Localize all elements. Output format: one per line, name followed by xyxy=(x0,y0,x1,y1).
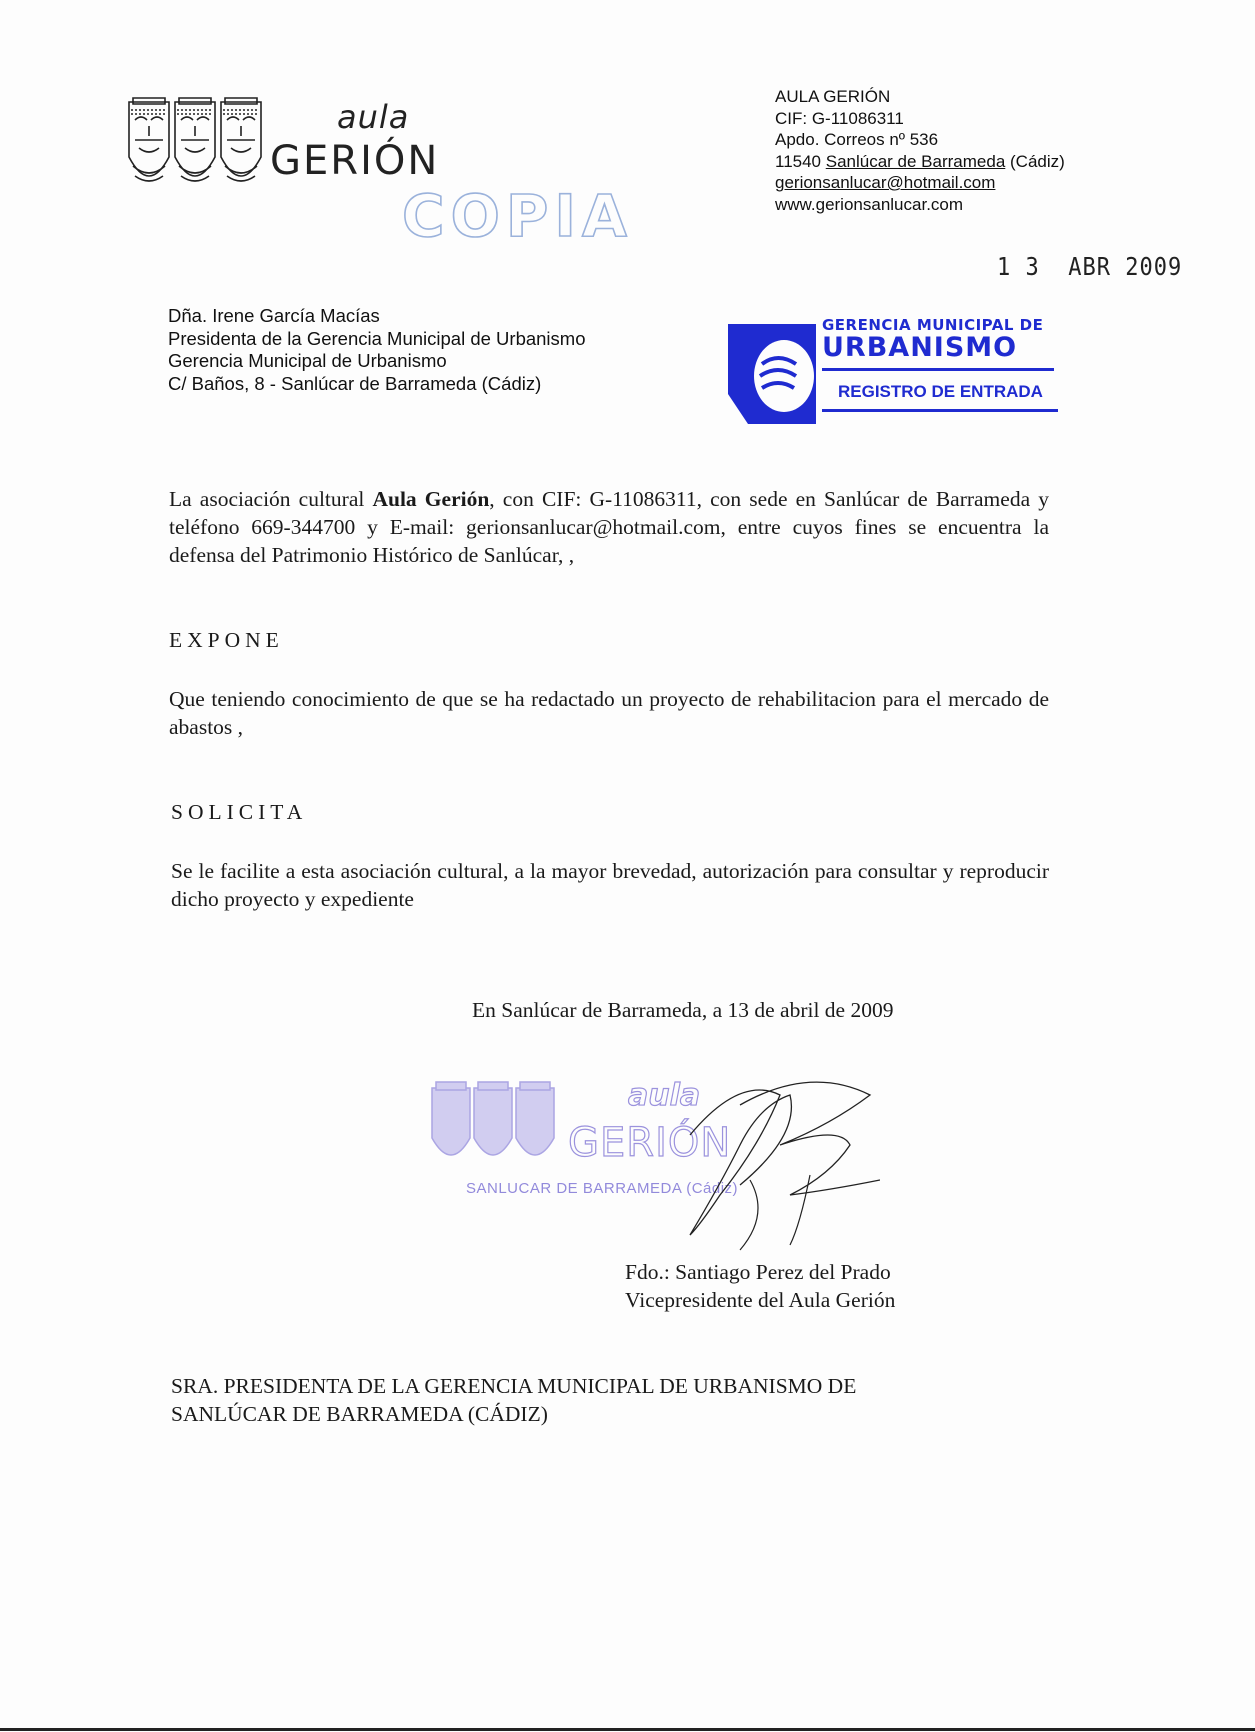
recipient-street: C/ Baños, 8 - Sanlúcar de Barrameda (Cádiz) xyxy=(168,372,542,394)
recipient-name: Dña. Irene García Macías xyxy=(168,305,380,326)
registry-stamp-rule xyxy=(822,368,1054,371)
registry-stamp-dept: URBANISMO xyxy=(822,332,1018,363)
sender-city-line xyxy=(775,151,1065,173)
handwritten-signature xyxy=(680,1065,880,1265)
place-and-date: En Sanlúcar de Barrameda, a 13 de abril de 2009 xyxy=(472,998,894,1022)
sender-cif: CIF: G-11086311 xyxy=(775,108,904,128)
scan-bottom-edge xyxy=(0,1728,1255,1731)
seal-faces-icon xyxy=(428,1078,558,1178)
recipient-address xyxy=(168,305,586,395)
sender-po-box: Apdo. Correos nº 536 xyxy=(775,130,939,149)
sender-address xyxy=(775,86,1065,215)
intro-paragraph xyxy=(169,485,1049,569)
three-faces-shield-icon xyxy=(125,96,265,196)
addressee-line-2: SANLÚCAR DE BARRAMEDA (CÁDIZ) xyxy=(171,1402,548,1426)
registry-stamp-org: GERENCIA MUNICIPAL DE xyxy=(822,316,1044,334)
sender-city: Sanlúcar de Barrameda xyxy=(825,151,1006,171)
registry-stamp-label: REGISTRO DE ENTRADA xyxy=(838,382,1043,401)
solicita-heading: SOLICITA xyxy=(171,800,308,824)
association-name: Aula Gerión xyxy=(372,487,490,511)
seal-name-text: GERIÓN xyxy=(568,1120,732,1166)
sender-website-link[interactable]: www.gerionsanlucar.com xyxy=(775,194,964,214)
intro-text-start: La asociación cultural xyxy=(169,487,373,511)
sender-email-link[interactable]: gerionsanlucar@hotmail.com xyxy=(775,173,996,192)
seal-place-text: SANLUCAR DE BARRAMEDA (Cádiz) xyxy=(466,1180,739,1197)
sender-name: AULA GERIÓN xyxy=(775,87,891,106)
urbanism-wave-icon xyxy=(728,324,816,424)
expone-heading: EXPONE xyxy=(169,628,284,652)
intro-text-end: , con CIF: G-11086311, con sede en Sanlúcar de Barrameda y teléfono 669-344700 y E-mail: gerionsanlucar@hotmail.com, entre cuyos fines se encuentra la defensa del Patrimonio Histórico de Sanlúcar, , xyxy=(169,487,1049,567)
expone-paragraph: Que teniendo conocimiento de que se ha redactado un proyecto de rehabilitacion para el mercado de abastos , xyxy=(169,687,1049,739)
sender-postcode: 11540 xyxy=(775,151,826,171)
addressee-line-1: SRA. PRESIDENTA DE LA GERENCIA MUNICIPAL DE URBANISMO DE xyxy=(171,1374,857,1398)
registry-entry-stamp xyxy=(728,316,1058,424)
addressee-block xyxy=(171,1372,856,1428)
logo-script-text: aula xyxy=(337,98,410,136)
recipient-organization: Gerencia Municipal de Urbanismo xyxy=(168,350,447,371)
sender-province: (Cádiz) xyxy=(1005,151,1065,171)
date-stamp: 1 3 ABR 2009 xyxy=(997,253,1183,282)
signer-block xyxy=(625,1258,895,1314)
seal-script-text: aula xyxy=(628,1078,701,1113)
registry-stamp-rule xyxy=(822,409,1058,412)
signer-title: Vicepresidente del Aula Gerión xyxy=(625,1288,896,1312)
logo-name-text: GERIÓN xyxy=(270,138,440,184)
copy-stamp: COPIA xyxy=(402,182,633,250)
signer-name: Fdo.: Santiago Perez del Prado xyxy=(625,1260,891,1284)
recipient-title: Presidenta de la Gerencia Municipal de Urbanismo xyxy=(168,327,586,349)
solicita-paragraph: Se le facilite a esta asociación cultural, a la mayor brevedad, autorización para consultar y reproducir dicho proyecto y expediente xyxy=(171,859,1049,911)
